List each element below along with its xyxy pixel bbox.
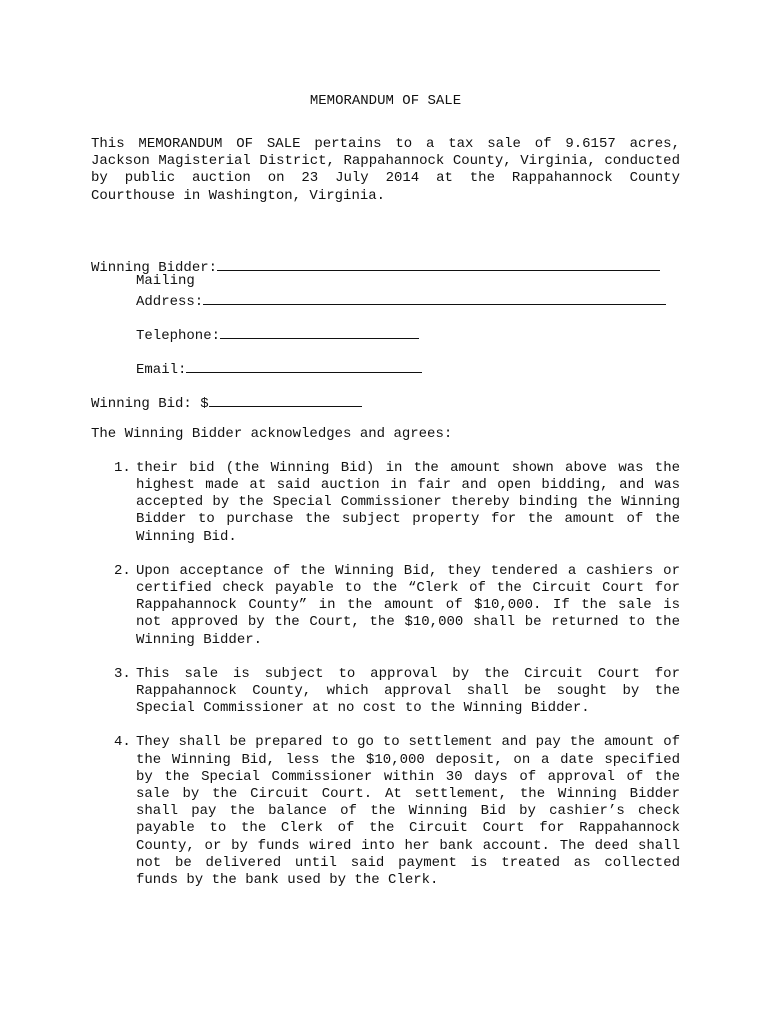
term-number: 1.: [114, 459, 131, 476]
term-text: They shall be prepared to go to settlement and pay the amount of the Winning Bid, less the $10,000 deposit, on a date specified by the Special Commissioner within 30 days of approval of the sale by the Circuit Court. At settlement, the Winning Bidder shall pay the balance of the Winning Bid by cashier’s check payable to the Clerk of the Circuit Court for Rappahannock County, or by funds wired into her bank account. The deed shall not be delivered until said payment is treated as collected funds by the bank used by the Clerk.: [136, 734, 680, 889]
intro-paragraph: This MEMORANDUM OF SALE pertains to a tax sale of 9.6157 acres, Jackson Magisterial District, Rappahannock County, Virginia, conducted by public auction on 23 July 2014 at the Rappahannock County Courthouse in Washington, Virginia.: [91, 136, 680, 204]
email-blank[interactable]: [186, 358, 422, 373]
email-field[interactable]: [91, 358, 680, 378]
mailing-label: Mailing: [136, 272, 195, 289]
term-number: 2.: [114, 562, 131, 579]
memorandum-body: [91, 93, 680, 906]
telephone-blank[interactable]: [220, 324, 419, 339]
winning-bid-field[interactable]: [91, 392, 680, 412]
document-title: MEMORANDUM OF SALE: [309, 93, 462, 109]
term-number: 3.: [114, 665, 131, 682]
list-item: [91, 666, 680, 718]
mailing-label-row: [91, 273, 680, 290]
address-field[interactable]: [91, 290, 680, 310]
address-label: Address:: [136, 293, 204, 310]
winning-bidder-field[interactable]: [91, 256, 680, 276]
winning-bid-label: Winning Bid: $: [91, 395, 209, 412]
list-item: [91, 734, 680, 889]
winning-bidder-blank[interactable]: [217, 256, 660, 271]
winning-bidder-label: Winning Bidder:: [91, 259, 218, 276]
term-number: 4.: [114, 734, 131, 751]
terms-list: [91, 460, 680, 889]
acknowledgement-text: The Winning Bidder acknowledges and agrees:: [91, 425, 453, 442]
winning-bid-blank[interactable]: [209, 392, 362, 407]
telephone-field[interactable]: [91, 324, 680, 344]
list-item: [91, 563, 680, 649]
list-item: [91, 460, 680, 546]
email-label: Email:: [136, 361, 187, 378]
term-text: This sale is subject to approval by the Circuit Court for Rappahannock County, which approval shall be sought by the Special Commissioner at no cost to the Winning Bidder.: [136, 665, 680, 717]
address-blank[interactable]: [203, 290, 666, 305]
term-text: Upon acceptance of the Winning Bid, they tendered a cashiers or certified check payable to the “Clerk of the Circuit Court for Rappahannock County” in the amount of $10,000. If the sale is not approved by the Court, the $10,000 shall be returned to the Winning Bidder.: [136, 562, 680, 648]
term-text: their bid (the Winning Bid) in the amount shown above was the highest made at said auction in fair and open bidding, and was accepted by the Special Commissioner thereby binding the Winning Bidder to purchase the subject property for the amount of the Winning Bid.: [136, 459, 680, 545]
telephone-label: Telephone:: [136, 327, 221, 344]
